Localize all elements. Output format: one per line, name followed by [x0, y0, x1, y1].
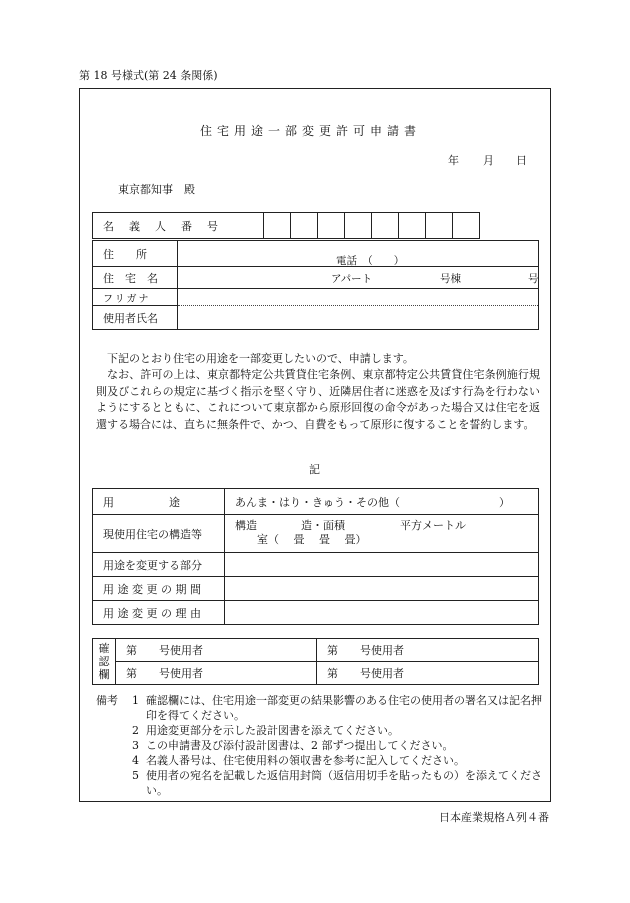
note-text-3: この申請書及び添付設計図書は、2 部ずつ提出してください。 — [146, 739, 454, 752]
confirmation-cell-4[interactable]: 第 号使用者 — [317, 662, 539, 685]
furigana-label: フリガナ — [93, 289, 178, 306]
confirmation-table — [92, 638, 539, 685]
reason-label: 用 途 変 更 の 理 由 — [93, 601, 225, 625]
period-field[interactable] — [225, 577, 539, 601]
date-month: 月 — [483, 154, 494, 167]
housing-name-label: 住 宅 名 — [93, 267, 178, 289]
note-number-5: 5 — [132, 769, 139, 782]
details-table — [92, 488, 539, 625]
addressee: 東京都知事 殿 — [118, 183, 195, 196]
nominee-digit-8[interactable] — [453, 213, 480, 239]
confirmation-label — [93, 639, 116, 685]
furigana-field[interactable] — [178, 289, 539, 306]
use-label: 用 途 — [93, 489, 225, 515]
note-number-3: 3 — [132, 739, 139, 752]
note-text-5: 使用者の宛名を記載した返信用封筒（返信用切手を貼ったもの）を添えてください。 — [146, 769, 542, 797]
body-paragraph-1: 下記のとおり住宅の用途を一部変更したいので、申請します。 — [107, 352, 414, 365]
note-number-4: 4 — [132, 754, 139, 767]
confirmation-cell-1[interactable]: 第 号使用者 — [116, 639, 317, 662]
note-text-2: 用途変更部分を示した設計図書を添えてください。 — [146, 724, 399, 737]
user-name-label: 使用者氏名 — [93, 306, 178, 330]
structure-field[interactable] — [225, 515, 539, 553]
building-label: 号棟 — [440, 273, 461, 285]
date-day: 日 — [516, 154, 527, 167]
nominee-number-table — [92, 212, 480, 239]
address-field[interactable] — [178, 241, 539, 267]
ki-heading: 記 — [309, 463, 320, 476]
form-number: 第 18 号様式(第 24 条関係) — [79, 69, 218, 82]
nominee-number-label: 名 義 人 番 号 — [93, 213, 264, 239]
nominee-digit-7[interactable] — [426, 213, 453, 239]
nominee-digit-6[interactable] — [399, 213, 426, 239]
changed-part-field[interactable] — [225, 553, 539, 577]
period-label: 用 途 変 更 の 期 間 — [93, 577, 225, 601]
address-label: 住 所 — [93, 241, 178, 267]
apartment-label: アパート — [331, 273, 373, 285]
reason-field[interactable] — [225, 601, 539, 625]
nominee-digit-3[interactable] — [318, 213, 345, 239]
nominee-digit-2[interactable] — [291, 213, 318, 239]
number-label: 号 — [528, 273, 539, 285]
structure-label: 現使用住宅の構造等 — [93, 515, 225, 553]
nominee-digit-4[interactable] — [345, 213, 372, 239]
note-text-1: 確認欄には、住宅用途一部変更の結果影響のある住宅の使用者の署名又は記名押印を得てください。 — [146, 694, 542, 722]
use-value[interactable]: あんま・はり・きゅう・その他（ ） — [225, 489, 539, 515]
note-number-2: 2 — [132, 724, 139, 737]
confirmation-label-text: 確認欄 — [98, 642, 110, 681]
user-name-field[interactable] — [178, 306, 539, 330]
nominee-digit-1[interactable] — [264, 213, 291, 239]
form-title: 住宅用途一部変更許可申請書 — [200, 124, 422, 138]
structure-line-2: 室（ 畳 畳 畳） — [257, 533, 367, 546]
nominee-digit-5[interactable] — [372, 213, 399, 239]
notes-label: 備考 — [96, 694, 118, 707]
note-number-1: 1 — [132, 694, 139, 707]
body-paragraph-2: なお、許可の上は、東京都特定公共賃貸住宅条例、東京都特定公共賃貸住宅条例施行規則及びこれらの規定に基づく指示を堅く守り、近隣居住者に迷惑を及ぼす行為を行わないようにするとともに、これについて東京都から原形回復の命令があった場合又は住宅を返還する場合には、直ちに無条件で、かつ、自費をもって原形に復することを誓約します。 — [96, 368, 540, 431]
confirmation-cell-2[interactable]: 第 号使用者 — [317, 639, 539, 662]
phone-label: 電話 （ ） — [336, 255, 405, 267]
changed-part-label: 用途を変更する部分 — [93, 553, 225, 577]
confirmation-cell-3[interactable]: 第 号使用者 — [116, 662, 317, 685]
applicant-table — [92, 240, 539, 330]
footer-paper-size: 日本産業規格Ａ列４番 — [439, 811, 549, 824]
structure-line-1: 構造 造・面積 平方メートル — [235, 519, 466, 532]
housing-name-field[interactable] — [178, 267, 539, 289]
note-text-4: 名義人番号は、住宅使用料の領収書を参考に記入してください。 — [146, 754, 465, 767]
date-year: 年 — [448, 154, 459, 167]
